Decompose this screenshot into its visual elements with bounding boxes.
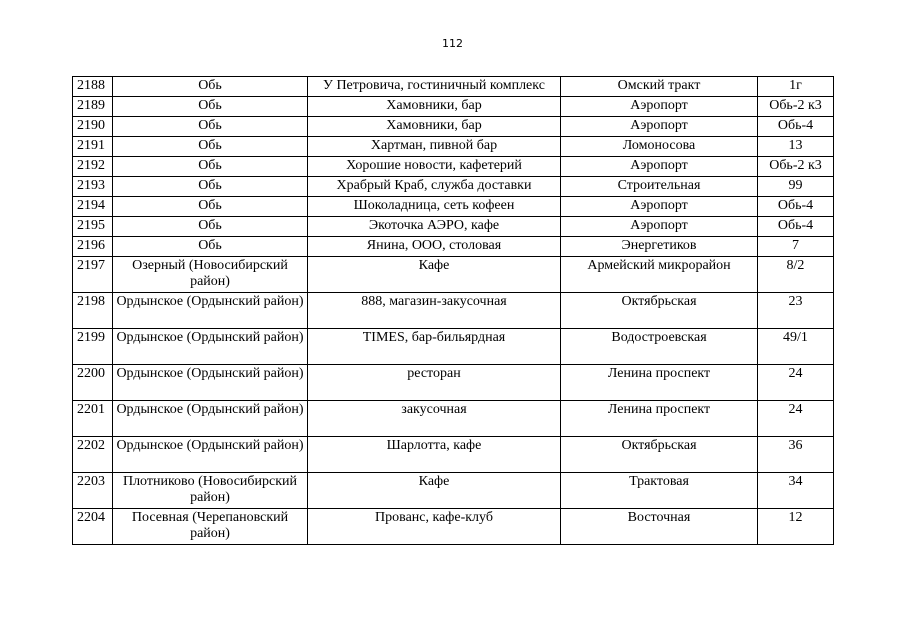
table-row [73, 117, 834, 137]
street-cell: Аэропорт [561, 157, 758, 177]
house-cell: Обь-4 [758, 197, 834, 217]
street-cell: Аэропорт [561, 197, 758, 217]
house-cell: 12 [758, 509, 834, 545]
house-cell: Обь-2 к3 [758, 97, 834, 117]
city-cell: Ордынское (Ордынский район) [113, 437, 308, 473]
name-cell: Хартман, пивной бар [308, 137, 561, 157]
city-cell: Обь [113, 77, 308, 97]
table-row [73, 365, 834, 401]
row-number: 2200 [73, 365, 113, 401]
house-cell: Обь-4 [758, 217, 834, 237]
street-cell: Восточная [561, 509, 758, 545]
row-number: 2195 [73, 217, 113, 237]
table-row [73, 329, 834, 365]
row-number: 2189 [73, 97, 113, 117]
row-number: 2199 [73, 329, 113, 365]
house-cell: 49/1 [758, 329, 834, 365]
city-cell: Обь [113, 137, 308, 157]
name-cell: Янина, ООО, столовая [308, 237, 561, 257]
table-row [73, 237, 834, 257]
city-cell: Озерный (Новосибирский район) [113, 257, 308, 293]
city-cell: Посевная (Черепановский район) [113, 509, 308, 545]
name-cell: Кафе [308, 257, 561, 293]
house-cell: 34 [758, 473, 834, 509]
name-cell: Храбрый Краб, служба доставки [308, 177, 561, 197]
name-cell: Экоточка АЭРО, кафе [308, 217, 561, 237]
row-number: 2197 [73, 257, 113, 293]
city-cell: Обь [113, 97, 308, 117]
row-number: 2204 [73, 509, 113, 545]
name-cell: Прованс, кафе-клуб [308, 509, 561, 545]
row-number: 2191 [73, 137, 113, 157]
street-cell: Строительная [561, 177, 758, 197]
city-cell: Ордынское (Ордынский район) [113, 401, 308, 437]
street-cell: Ломоносова [561, 137, 758, 157]
street-cell: Трактовая [561, 473, 758, 509]
name-cell: закусочная [308, 401, 561, 437]
table-row [73, 509, 834, 545]
street-cell: Октябрьская [561, 437, 758, 473]
street-cell: Омский тракт [561, 77, 758, 97]
row-number: 2198 [73, 293, 113, 329]
row-number: 2203 [73, 473, 113, 509]
city-cell: Ордынское (Ордынский район) [113, 293, 308, 329]
table-row [73, 401, 834, 437]
row-number: 2194 [73, 197, 113, 217]
row-number: 2193 [73, 177, 113, 197]
city-cell: Обь [113, 157, 308, 177]
street-cell: Водостроевская [561, 329, 758, 365]
street-cell: Аэропорт [561, 217, 758, 237]
house-cell: 24 [758, 365, 834, 401]
table-row [73, 257, 834, 293]
street-cell: Ленина проспект [561, 365, 758, 401]
establishments-table [72, 76, 834, 545]
table-row [73, 77, 834, 97]
name-cell: Хорошие новости, кафетерий [308, 157, 561, 177]
city-cell: Обь [113, 237, 308, 257]
street-cell: Армейский микрорайон [561, 257, 758, 293]
row-number: 2188 [73, 77, 113, 97]
name-cell: Хамовники, бар [308, 97, 561, 117]
table-row [73, 293, 834, 329]
table-row [73, 437, 834, 473]
table-row [73, 97, 834, 117]
house-cell: 1г [758, 77, 834, 97]
house-cell: 23 [758, 293, 834, 329]
city-cell: Обь [113, 217, 308, 237]
house-cell: 24 [758, 401, 834, 437]
street-cell: Октябрьская [561, 293, 758, 329]
street-cell: Аэропорт [561, 117, 758, 137]
row-number: 2202 [73, 437, 113, 473]
table-row [73, 197, 834, 217]
row-number: 2190 [73, 117, 113, 137]
city-cell: Обь [113, 177, 308, 197]
house-cell: 8/2 [758, 257, 834, 293]
table-row [73, 137, 834, 157]
street-cell: Ленина проспект [561, 401, 758, 437]
house-cell: 7 [758, 237, 834, 257]
city-cell: Плотниково (Новосибирский район) [113, 473, 308, 509]
row-number: 2196 [73, 237, 113, 257]
street-cell: Энергетиков [561, 237, 758, 257]
table-body [73, 77, 834, 545]
city-cell: Ордынское (Ордынский район) [113, 365, 308, 401]
name-cell: Хамовники, бар [308, 117, 561, 137]
table-row [73, 217, 834, 237]
table-row [73, 157, 834, 177]
row-number: 2201 [73, 401, 113, 437]
row-number: 2192 [73, 157, 113, 177]
city-cell: Ордынское (Ордынский район) [113, 329, 308, 365]
house-cell: Обь-2 к3 [758, 157, 834, 177]
house-cell: Обь-4 [758, 117, 834, 137]
name-cell: ресторан [308, 365, 561, 401]
house-cell: 99 [758, 177, 834, 197]
table-row [73, 473, 834, 509]
name-cell: 888, магазин-закусочная [308, 293, 561, 329]
name-cell: TIMES, бар-бильярдная [308, 329, 561, 365]
house-cell: 36 [758, 437, 834, 473]
table-row [73, 177, 834, 197]
city-cell: Обь [113, 117, 308, 137]
name-cell: У Петровича, гостиничный комплекс [308, 77, 561, 97]
house-cell: 13 [758, 137, 834, 157]
street-cell: Аэропорт [561, 97, 758, 117]
page-number: 112 [442, 37, 463, 50]
name-cell: Шоколадница, сеть кофеен [308, 197, 561, 217]
name-cell: Кафе [308, 473, 561, 509]
name-cell: Шарлотта, кафе [308, 437, 561, 473]
city-cell: Обь [113, 197, 308, 217]
